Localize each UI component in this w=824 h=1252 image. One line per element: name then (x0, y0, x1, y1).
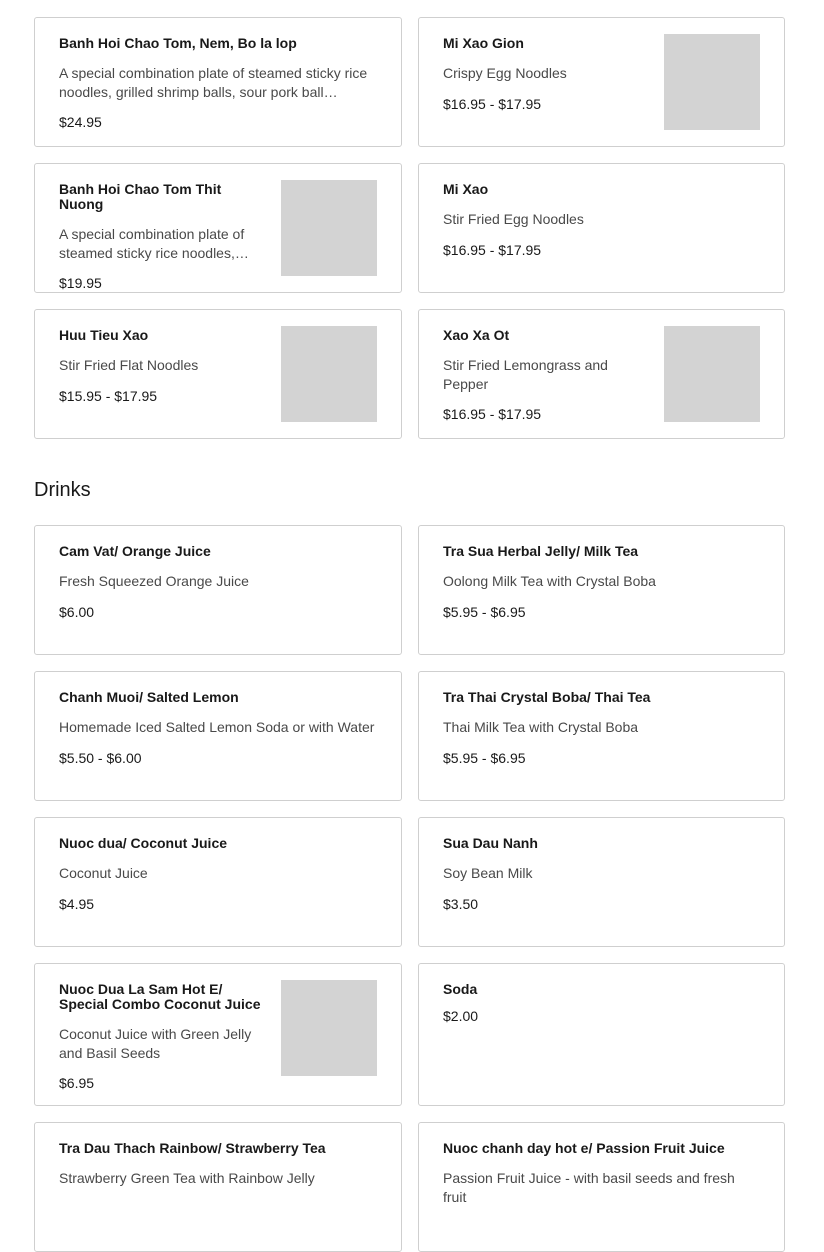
menu-item-card[interactable] (34, 1122, 402, 1252)
menu-item-price: $16.95 - $17.95 (443, 95, 542, 112)
menu-item-card[interactable] (34, 817, 402, 947)
menu-item-price: $3.50 (443, 895, 479, 912)
menu-item-description: Stir Fried Egg Noodles (443, 211, 584, 227)
menu-item-name: Huu Tieu Xao (59, 327, 149, 343)
menu-item-price: $6.00 (59, 603, 95, 620)
menu-item-price: $2.00 (443, 1008, 479, 1024)
menu-item-description: Homemade Iced Salted Lemon Soda or with Water (59, 719, 375, 735)
menu-item-card[interactable] (418, 1122, 785, 1252)
menu-item-card[interactable] (418, 525, 785, 655)
menu-item-name: Soda (443, 981, 478, 997)
menu-item-description: Coconut Juice (59, 865, 148, 881)
menu-item-description: Stir Fried Flat Noodles (59, 357, 199, 373)
menu-item-card[interactable] (34, 963, 402, 1106)
section-title-drinks: Drinks (34, 479, 91, 501)
menu-item-price: $5.50 - $6.00 (59, 749, 142, 766)
menu-item-card[interactable] (418, 163, 785, 293)
menu-item-price: $5.95 - $6.95 (443, 749, 526, 766)
menu-item-name: Chanh Muoi/ Salted Lemon (59, 689, 239, 705)
menu-item-price: $16.95 - $17.95 (443, 406, 542, 422)
menu-item-description: A special combination plate of steamed sticky rice noodles, grilled shrimp balls, sour pork ball… (59, 65, 368, 100)
menu-item-card[interactable] (34, 671, 402, 801)
menu-item-card[interactable] (418, 963, 785, 1106)
menu-item-card[interactable] (34, 309, 402, 439)
menu-item-image (281, 326, 377, 422)
menu-item-price: $4.95 (59, 895, 95, 912)
menu-item-image (281, 180, 377, 276)
menu-item-name: Banh Hoi Chao Tom Thit Nuong (59, 181, 222, 212)
menu-item-name: Banh Hoi Chao Tom, Nem, Bo la lop (59, 35, 297, 51)
menu-item-description: Stir Fried Lemongrass and Pepper (443, 357, 608, 392)
menu-item-description: Passion Fruit Juice - with basil seeds and fresh fruit (443, 1170, 735, 1205)
menu-item-name: Sua Dau Nanh (443, 835, 538, 851)
menu-item-name: Tra Dau Thach Rainbow/ Strawberry Tea (59, 1140, 326, 1156)
menu-item-price: $16.95 - $17.95 (443, 241, 542, 258)
menu-item-description: Soy Bean Milk (443, 865, 533, 881)
menu-item-price: $24.95 (59, 114, 102, 130)
menu-item-description: Crispy Egg Noodles (443, 65, 567, 81)
menu-item-card[interactable] (418, 309, 785, 439)
menu-item-description: Fresh Squeezed Orange Juice (59, 573, 249, 589)
menu-item-name: Nuoc dua/ Coconut Juice (59, 835, 228, 851)
menu-item-card[interactable] (418, 17, 785, 147)
menu-item-image (664, 34, 760, 130)
menu-item-description: A special combination plate of steamed sticky rice noodles,… (59, 226, 249, 261)
menu-item-name: Cam Vat/ Orange Juice (59, 543, 211, 559)
menu-item-price: $19.95 (59, 275, 102, 291)
menu-item-name: Xao Xa Ot (443, 327, 510, 343)
menu-item-card[interactable] (34, 163, 402, 293)
menu-item-image (281, 980, 377, 1076)
menu-item-description: Oolong Milk Tea with Crystal Boba (443, 573, 656, 589)
menu-item-description: Strawberry Green Tea with Rainbow Jelly (59, 1170, 315, 1186)
menu-item-description: Coconut Juice with Green Jelly and Basil Seeds (59, 1026, 252, 1061)
menu-item-card[interactable] (418, 817, 785, 947)
menu-item-name: Mi Xao Gion (443, 35, 524, 51)
menu-item-card[interactable] (34, 525, 402, 655)
menu-item-name: Tra Thai Crystal Boba/ Thai Tea (443, 689, 651, 705)
menu-item-card[interactable] (418, 671, 785, 801)
menu-item-name: Nuoc Dua La Sam Hot E/ Special Combo Coconut Juice (59, 981, 261, 1012)
menu-item-card[interactable] (34, 17, 402, 147)
menu-item-name: Tra Sua Herbal Jelly/ Milk Tea (443, 543, 639, 559)
menu-item-name: Mi Xao (443, 181, 489, 197)
menu-item-name: Nuoc chanh day hot e/ Passion Fruit Juice (443, 1140, 725, 1156)
menu-item-image (664, 326, 760, 422)
menu-item-description: Thai Milk Tea with Crystal Boba (443, 719, 639, 735)
menu-item-price: $15.95 - $17.95 (59, 387, 158, 404)
menu-item-price: $5.95 - $6.95 (443, 603, 526, 620)
menu-item-price: $6.95 (59, 1075, 95, 1091)
